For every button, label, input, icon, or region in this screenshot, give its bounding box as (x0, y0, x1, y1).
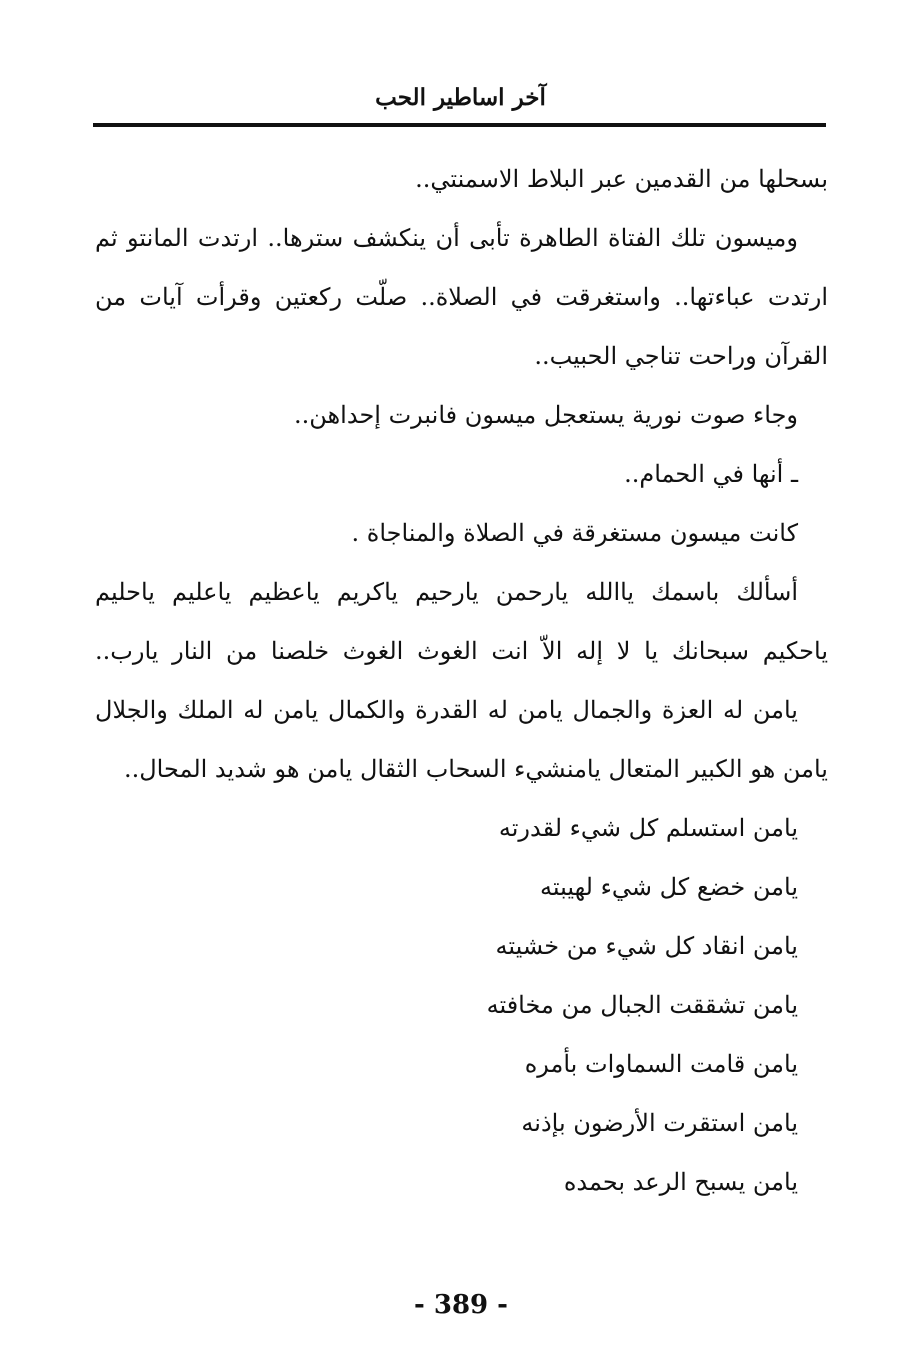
text-line: أسألك باسمك ياالله يارحمن يارحيم ياكريم ياعظيم ياعليم ياحليم (95, 578, 798, 606)
text-line: بسحلها من القدمين عبر البلاط الاسمنتي.. (415, 165, 828, 193)
running-header-title: آخر اساطير الحب (375, 84, 546, 111)
text-line: يامن خضع كل شيء لهيبته (539, 873, 798, 901)
text-line: يامن انقاد كل شيء من خشيته (495, 932, 798, 960)
body-text (95, 150, 828, 1212)
text-line: يامن تشققت الجبال من مخافته (486, 991, 798, 1019)
text-line: يامن هو الكبير المتعال يامنشيء السحاب الثقال يامن هو شديد المحال.. (123, 755, 828, 783)
text-line: يامن استقرت الأرضون بإذنه (521, 1109, 798, 1137)
text-line: ياحكيم سبحانك يا لا إله الاّ انت الغوث الغوث خلصنا من النار يارب.. (95, 637, 828, 665)
page-number: - 389 - (414, 1290, 508, 1320)
text-line: وجاء صوت نورية يستعجل ميسون فانبرت إحداهن.. (294, 401, 798, 429)
text-line: يامن استسلم كل شيء لقدرته (498, 814, 798, 842)
text-line: يامن يسبح الرعد بحمده (563, 1168, 798, 1196)
text-line: يامن له العزة والجمال يامن له القدرة والكمال يامن له الملك والجلال (95, 696, 798, 724)
text-line: وميسون تلك الفتاة الطاهرة تأبى أن ينكشف سترها.. ارتدت المانتو ثم (95, 224, 799, 252)
text-line: ـ أنها في الحمام.. (624, 460, 798, 488)
header-rule (93, 123, 826, 127)
text-line: كانت ميسون مستغرقة في الصلاة والمناجاة . (351, 519, 798, 547)
text-line: القرآن وراحت تناجي الحبيب.. (534, 342, 828, 370)
text-line: ارتدت عباءتها.. واستغرقت في الصلاة.. صلّت ركعتين وقرأت آيات من (95, 283, 828, 311)
text-line: يامن قامت السماوات بأمره (524, 1050, 798, 1078)
